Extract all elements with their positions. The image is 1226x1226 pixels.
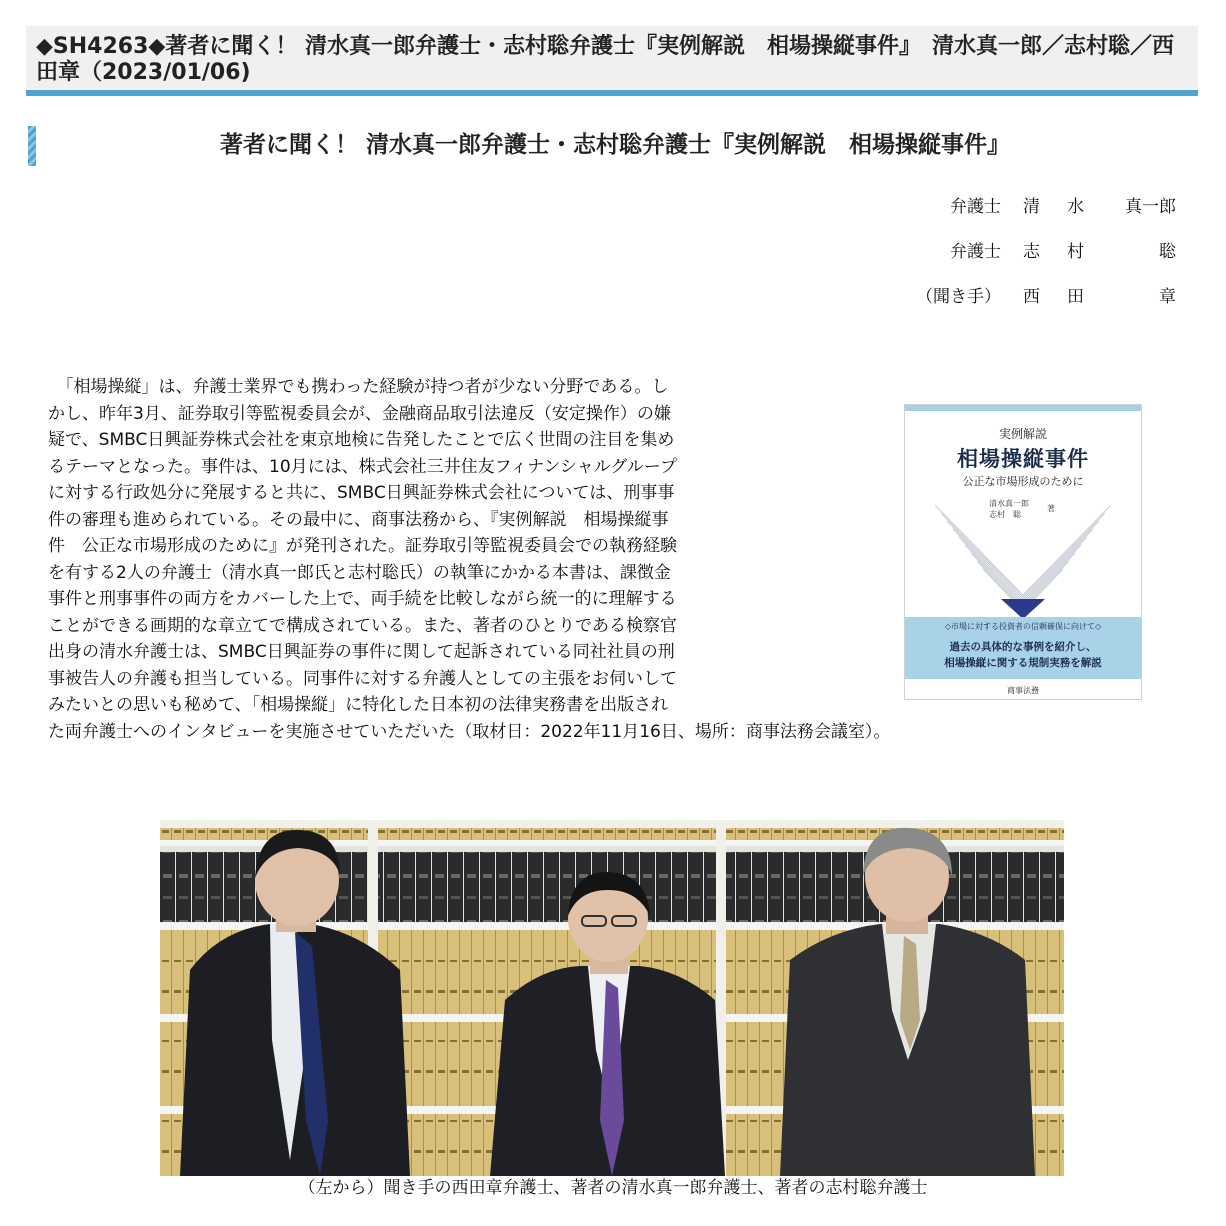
author-name-part: 村 — [1067, 242, 1084, 262]
author-name-part: 聡 — [1159, 242, 1176, 262]
author-role: 弁護士 — [950, 197, 1001, 217]
lead-line: に対する行政処分に発展すると共に、SMBC日興証券株式会社については、刑事事 — [48, 483, 675, 503]
book-authors — [989, 498, 1055, 520]
book-publisher: 商事法務 — [1007, 686, 1039, 695]
book-author: 清水真一郎 — [989, 499, 1029, 508]
article-title: 著者に聞く！ 清水真一郎弁護士・志村聡弁護士『実例解説 相場操縦事件』 — [219, 132, 1010, 158]
lead-line: 事件と刑事事件の両方をカバーした上で、両手続を比較しながら統一的に理解する — [48, 589, 677, 609]
author-role: 弁護士 — [950, 242, 1001, 262]
title-accent-bar — [28, 126, 36, 166]
book-title: 相場操縦事件 — [957, 446, 1089, 471]
lead-line: た両弁護士へのインタビューを実施させていただいた（取材日：2022年11月16日、場所：商事法務会議室）。 — [48, 721, 891, 742]
book-supertitle: 実例解説 — [998, 427, 1047, 441]
author-row — [916, 286, 1176, 308]
author-row — [950, 241, 1176, 263]
book-top-strip — [905, 405, 1141, 411]
lead-line: 件の審理も進められている。その最中に、商事法務から、『実例解説 相場操縦事 — [48, 509, 669, 530]
lead-line: を有する2人の弁護士（清水真一郎氏と志村聡氏）の執筆にかかる本書は、課徴金 — [48, 562, 671, 583]
lead-line: かし、昨年3月、証券取引等監視委員会が、金融商品取引法違反（安定操作）の嫌 — [48, 403, 671, 424]
author-name-part: 志 — [1023, 242, 1040, 262]
lead-paragraph — [48, 374, 891, 745]
author-name-part: 清 — [1023, 197, 1040, 217]
lead-line: 疑で、SMBC日興証券株式会社を東京地検に告発したことで広く世間の注目を集め — [48, 430, 675, 450]
author-role: （聞き手） — [916, 287, 1001, 307]
header-rule — [26, 90, 1198, 96]
author-name-part: 西 — [1023, 287, 1040, 307]
book-author: 志村 聡 — [989, 510, 1021, 519]
lead-line: るテーマとなった。事件は、10月には、株式会社三井住友フィナンシャルグループ — [48, 456, 677, 477]
lead-line: ことができる画期的な章立てで構成されている。また、著者のひとりである検察官 — [48, 615, 677, 636]
lead-line: 事被告人の弁護も担当している。同事件に対する弁護人としての主張をお伺いして — [48, 668, 677, 689]
lead-line: 件 公正な市場形成のために』が発刊された。証券取引等監視委員会での執務経験 — [48, 536, 677, 556]
lead-line: 「相場操縦」は、弁護士業界でも携わった経験が持つ者が少ない分野である。し — [48, 377, 669, 397]
header-title: ◆SH4263◆著者に聞く！ 清水真一郎弁護士・志村聡弁護士『実例解説 相場操縦事件』 清水真一郎／志村聡／西田章（2023/01/06) — [36, 34, 1174, 85]
author-row — [950, 196, 1176, 218]
lead-line: 出身の清水弁護士は、SMBC日興証券の事件に関して起訴されている同社社員の刑 — [48, 642, 675, 662]
book-band-text: 過去の具体的な事例を紹介し、 — [949, 641, 1097, 653]
book-cover-image — [904, 404, 1142, 700]
photo-illustration — [160, 820, 1064, 1176]
author-name-part: 田 — [1067, 287, 1084, 307]
author-name-part: 水 — [1067, 197, 1084, 217]
book-band-description — [905, 639, 1141, 671]
book-subtitle: 公正な市場形成のために — [962, 475, 1084, 488]
book-author-suffix: 著 — [1047, 504, 1055, 513]
author-name-part: 章 — [1159, 287, 1176, 307]
photo-caption: （左から）聞き手の西田章弁護士、著者の清水真一郎弁護士、著者の志村聡弁護士 — [298, 1178, 928, 1198]
interview-photo — [160, 820, 1064, 1176]
author-name-part: 真一郎 — [1125, 197, 1176, 217]
book-band — [905, 617, 1141, 679]
book-band-tagline: ◇市場に対する投資者の信頼確保に向けて◇ — [944, 622, 1102, 631]
book-band-text: 相場操縦に関する規制実務を解説 — [944, 657, 1102, 669]
lead-line: みたいとの思いも秘めて、「相場操縦」に特化した日本初の法律実務書を出版され — [48, 695, 669, 715]
